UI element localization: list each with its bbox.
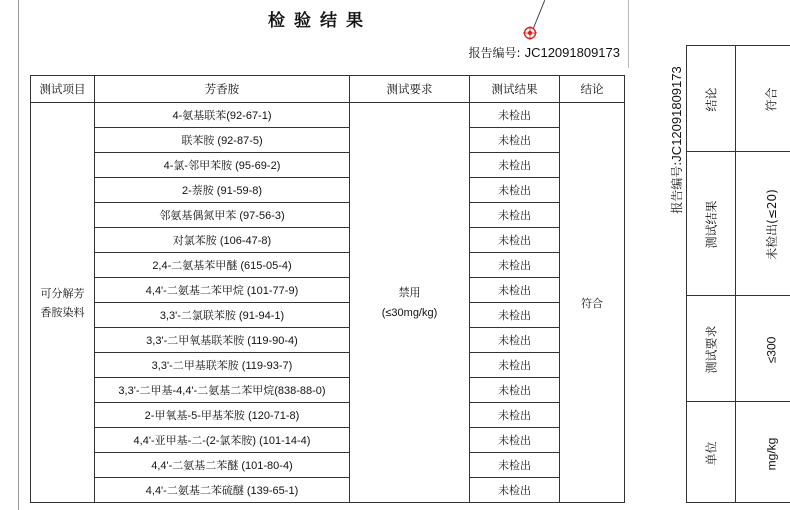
result-cell: 未检出	[470, 328, 560, 353]
table-row	[31, 378, 625, 403]
side-report-value: JC12091809173	[669, 66, 684, 162]
side-result-label: 测试结果	[704, 200, 719, 249]
header-aromatic-amine: 芳香胺	[95, 76, 350, 103]
table-row	[31, 153, 625, 178]
table-row	[31, 478, 625, 503]
result-cell: 未检出	[470, 403, 560, 428]
substance-cell: 3,3'-二甲基联苯胺 (119-93-7)	[95, 353, 350, 378]
substance-cell: 4,4'-二氨基二苯硫醚 (139-65-1)	[95, 478, 350, 503]
page-title: 检验结果	[268, 11, 372, 31]
table-row	[31, 103, 625, 128]
substance-cell: 邻氨基偶氮甲苯 (97-56-3)	[95, 203, 350, 228]
side-conclusion-label-cell	[687, 46, 736, 152]
side-unit-label-cell	[687, 402, 736, 503]
substance-cell: 2,4-二氨基苯甲醚 (615-05-4)	[95, 253, 350, 278]
substance-cell: 对氯苯胺 (106-47-8)	[95, 228, 350, 253]
side-conclusion-label: 结论	[704, 87, 719, 112]
substance-cell: 3,3'-二甲基-4,4'-二氨基二苯甲烷(838-88-0)	[95, 378, 350, 403]
side-conclusion-value: 符合	[764, 87, 779, 112]
result-cell: 未检出	[470, 203, 560, 228]
header-result: 测试结果	[470, 76, 560, 103]
header-requirement: 测试要求	[350, 76, 470, 103]
report-number	[469, 44, 620, 61]
substance-cell: 4,4'-亚甲基-二-(2-氯苯胺) (101-14-4)	[95, 428, 350, 453]
table-row	[31, 253, 625, 278]
substance-cell: 联苯胺 (92-87-5)	[95, 128, 350, 153]
table-row	[31, 453, 625, 478]
results-table	[30, 75, 625, 503]
table-row	[31, 403, 625, 428]
side-report-label: 报告编号:	[670, 161, 684, 214]
table-row	[31, 128, 625, 153]
report-number-label: 报告编号:	[468, 46, 521, 60]
substance-cell: 4-氯-邻甲苯胺 (95-69-2)	[95, 153, 350, 178]
table-row	[31, 228, 625, 253]
side-report-number	[668, 30, 688, 250]
table-row	[31, 428, 625, 453]
substance-cell: 3,3'-二氯联苯胺 (91-94-1)	[95, 303, 350, 328]
header-test-item: 测试项目	[31, 76, 95, 103]
header-conclusion: 结论	[560, 76, 625, 103]
requirement-line-2: (≤30mg/kg)	[381, 306, 438, 319]
table-header-row	[31, 76, 625, 103]
substance-cell: 2-萘胺 (91-59-8)	[95, 178, 350, 203]
result-cell: 未检出	[470, 253, 560, 278]
result-cell: 未检出	[470, 303, 560, 328]
rotated-summary-table	[686, 45, 790, 503]
requirement-cell	[350, 103, 470, 503]
table-row	[31, 303, 625, 328]
result-cell: 未检出	[470, 103, 560, 128]
substance-cell: 4-氨基联苯(92-67-1)	[95, 103, 350, 128]
result-cell: 未检出	[470, 353, 560, 378]
substance-cell: 3,3'-二甲氧基联苯胺 (119-90-4)	[95, 328, 350, 353]
substance-cell: 4,4'-二氨基二苯甲烷 (101-77-9)	[95, 278, 350, 303]
result-cell: 未检出	[470, 153, 560, 178]
result-cell: 未检出	[470, 128, 560, 153]
result-cell: 未检出	[470, 428, 560, 453]
side-requirement-label: 测试要求	[704, 325, 719, 374]
side-requirement-label-cell	[687, 296, 736, 402]
side-unit-label: 单位	[704, 440, 719, 466]
side-conclusion-value-cell	[736, 46, 790, 152]
result-cell: 未检出	[470, 278, 560, 303]
requirement-line-1: 禁用	[398, 285, 421, 299]
result-cell: 未检出	[470, 228, 560, 253]
side-result-label-cell	[687, 152, 736, 296]
side-unit-value-cell	[736, 402, 790, 503]
table-row	[31, 178, 625, 203]
substance-cell: 4,4'-二氨基二苯醚 (101-80-4)	[95, 453, 350, 478]
side-unit-value: mg/kg	[764, 437, 779, 470]
page-left-edge	[18, 0, 19, 510]
table-row	[31, 278, 625, 303]
result-cell: 未检出	[470, 453, 560, 478]
side-requirement-value: ≤300	[764, 336, 779, 364]
conclusion-cell: 符合	[560, 103, 625, 503]
side-requirement-value-cell	[736, 296, 790, 402]
substance-cell: 2-甲氧基-5-甲基苯胺 (120-71-8)	[95, 403, 350, 428]
result-cell: 未检出	[470, 378, 560, 403]
table-row	[31, 328, 625, 353]
result-cell: 未检出	[470, 478, 560, 503]
side-result-value-cell	[736, 152, 790, 296]
test-item-cell: 可分解芳香胺染料	[31, 103, 95, 503]
target-marker-icon	[523, 26, 537, 40]
table-row	[31, 203, 625, 228]
report-number-value: JC12091809173	[524, 45, 620, 60]
result-cell: 未检出	[470, 178, 560, 203]
table-row	[31, 353, 625, 378]
side-result-value: 未检出(≤20)	[764, 189, 779, 260]
